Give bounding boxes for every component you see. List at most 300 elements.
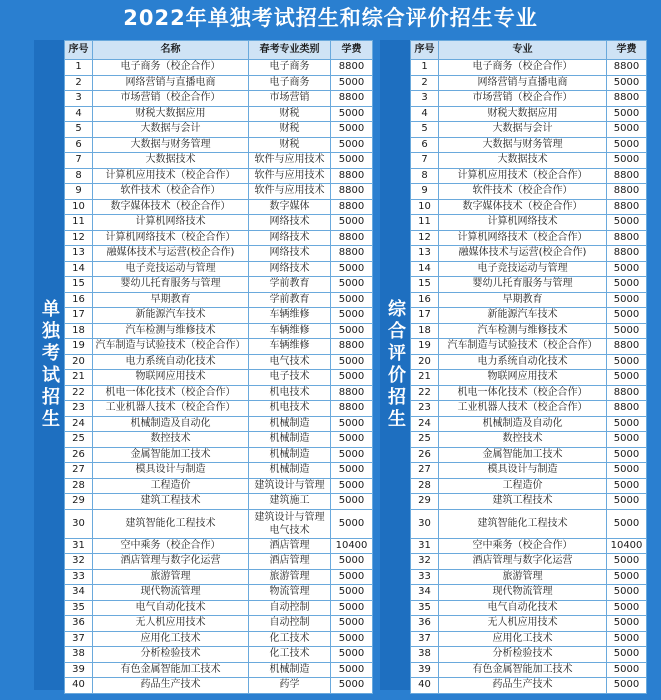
table-cell: 5000 — [331, 292, 373, 308]
table-cell: 9 — [411, 184, 439, 200]
table-row — [411, 60, 647, 76]
left-table — [64, 40, 373, 694]
table-cell: 8800 — [331, 339, 373, 355]
table-cell: 酒店管理与数字化运营 — [93, 554, 249, 570]
table-cell: 5000 — [607, 554, 647, 570]
table-row — [411, 199, 647, 215]
table-cell: 1 — [411, 60, 439, 76]
table-cell: 网络技术 — [249, 215, 331, 231]
table-cell: 18 — [65, 323, 93, 339]
table-cell: 2 — [411, 75, 439, 91]
table-cell: 8800 — [331, 385, 373, 401]
table-cell: 软件与应用技术 — [249, 184, 331, 200]
table-cell: 建筑施工 — [249, 494, 331, 510]
table-cell: 32 — [65, 554, 93, 570]
table-cell: 1 — [65, 60, 93, 76]
table-cell: 20 — [65, 354, 93, 370]
table-row — [411, 616, 647, 632]
table-cell: 机械制造 — [249, 662, 331, 678]
table-row — [65, 199, 373, 215]
table-cell: 5000 — [331, 569, 373, 585]
table-cell: 14 — [411, 261, 439, 277]
table-row — [65, 509, 373, 538]
table-row — [411, 75, 647, 91]
table-cell: 8 — [411, 168, 439, 184]
table-cell: 融媒体技术与运营(校企合作) — [439, 246, 607, 262]
table-cell: 22 — [411, 385, 439, 401]
left-table-header — [65, 41, 373, 60]
table-cell: 5000 — [607, 631, 647, 647]
left-header-cell: 名称 — [93, 41, 249, 60]
table-cell: 电子竞技运动与管理 — [439, 261, 607, 277]
table-cell: 婴幼儿托育服务与管理 — [439, 277, 607, 293]
table-cell: 8800 — [607, 401, 647, 417]
table-cell: 自动控制 — [249, 616, 331, 632]
table-cell: 5000 — [607, 261, 647, 277]
table-row — [65, 137, 373, 153]
table-cell: 机械制造及自动化 — [93, 416, 249, 432]
table-cell: 34 — [65, 585, 93, 601]
table-cell: 5000 — [331, 354, 373, 370]
table-row — [411, 308, 647, 324]
table-row — [411, 292, 647, 308]
table-cell: 计算机应用技术（校企合作） — [93, 168, 249, 184]
table-cell: 4 — [411, 106, 439, 122]
table-row — [65, 261, 373, 277]
table-row — [411, 184, 647, 200]
table-cell: 8800 — [607, 339, 647, 355]
table-row — [65, 569, 373, 585]
table-row — [411, 122, 647, 138]
table-cell: 5000 — [331, 463, 373, 479]
table-row — [411, 261, 647, 277]
table-cell: 27 — [411, 463, 439, 479]
table-cell: 化工技术 — [249, 631, 331, 647]
table-row — [411, 647, 647, 663]
table-cell: 25 — [65, 432, 93, 448]
table-cell: 市场营销 — [249, 91, 331, 107]
table-cell: 5000 — [607, 585, 647, 601]
table-cell: 5000 — [331, 153, 373, 169]
table-cell: 物联网应用技术 — [439, 370, 607, 386]
table-cell: 8800 — [331, 230, 373, 246]
table-row — [65, 106, 373, 122]
table-row — [411, 509, 647, 538]
table-cell: 5000 — [331, 647, 373, 663]
table-cell: 8800 — [331, 60, 373, 76]
table-cell: 早期教育 — [439, 292, 607, 308]
table-cell: 大数据与会计 — [439, 122, 607, 138]
table-cell: 5000 — [607, 509, 647, 538]
left-side-label — [34, 40, 64, 690]
table-cell: 机电一体化技术（校企合作） — [93, 385, 249, 401]
table-cell: 机电技术 — [249, 385, 331, 401]
table-row — [411, 463, 647, 479]
table-cell: 机械制造 — [249, 447, 331, 463]
right-side-label — [380, 40, 410, 690]
table-cell: 28 — [411, 478, 439, 494]
table-cell: 21 — [411, 370, 439, 386]
table-cell: 8800 — [331, 184, 373, 200]
table-row — [65, 246, 373, 262]
table-cell: 旅游管理 — [249, 569, 331, 585]
table-cell: 8800 — [331, 199, 373, 215]
table-row — [411, 385, 647, 401]
table-cell: 2 — [65, 75, 93, 91]
table-cell: 物联网应用技术 — [93, 370, 249, 386]
table-cell: 13 — [411, 246, 439, 262]
table-cell: 计算机应用技术（校企合作） — [439, 168, 607, 184]
table-cell: 药品生产技术 — [93, 678, 249, 694]
table-cell: 汽车检测与维修技术 — [93, 323, 249, 339]
left-header-cell: 学费 — [331, 41, 373, 60]
table-cell: 8800 — [331, 246, 373, 262]
table-cell: 36 — [65, 616, 93, 632]
table-cell: 财税大数据应用 — [439, 106, 607, 122]
table-row — [65, 538, 373, 554]
table-cell: 5000 — [607, 292, 647, 308]
table-cell: 37 — [65, 631, 93, 647]
table-cell: 空中乘务（校企合作） — [439, 538, 607, 554]
table-cell: 软件与应用技术 — [249, 153, 331, 169]
table-cell: 8800 — [607, 91, 647, 107]
table-cell: 12 — [411, 230, 439, 246]
table-cell: 17 — [65, 308, 93, 324]
table-row — [411, 600, 647, 616]
left-header-cell: 春考专业类别 — [249, 41, 331, 60]
table-cell: 计算机网络技术 — [93, 215, 249, 231]
table-cell: 5000 — [331, 323, 373, 339]
table-row — [411, 678, 647, 694]
table-cell: 软件与应用技术 — [249, 168, 331, 184]
table-cell: 35 — [411, 600, 439, 616]
table-cell: 模具设计与制造 — [93, 463, 249, 479]
table-cell: 5000 — [607, 478, 647, 494]
table-cell: 网络营销与直播电商 — [93, 75, 249, 91]
table-cell: 23 — [65, 401, 93, 417]
table-row — [65, 60, 373, 76]
table-row — [65, 616, 373, 632]
table-cell: 5000 — [607, 463, 647, 479]
right-side-label-text: 综合评价招生 — [385, 299, 406, 431]
table-cell: 31 — [65, 538, 93, 554]
table-cell: 5000 — [607, 122, 647, 138]
table-cell: 37 — [411, 631, 439, 647]
table-cell: 建筑工程技术 — [439, 494, 607, 510]
table-cell: 学前教育 — [249, 277, 331, 293]
right-table — [410, 40, 647, 694]
table-cell: 大数据与财务管理 — [93, 137, 249, 153]
table-cell: 7 — [65, 153, 93, 169]
table-cell: 电气自动化技术 — [439, 600, 607, 616]
table-cell: 应用化工技术 — [93, 631, 249, 647]
table-row — [411, 323, 647, 339]
table-cell: 机械制造 — [249, 463, 331, 479]
table-cell: 5000 — [331, 662, 373, 678]
table-cell: 8 — [65, 168, 93, 184]
table-cell: 5000 — [607, 137, 647, 153]
table-cell: 8800 — [331, 401, 373, 417]
table-cell: 电气自动化技术 — [93, 600, 249, 616]
table-cell: 5000 — [607, 647, 647, 663]
right-header-cell: 学费 — [607, 41, 647, 60]
table-cell: 酒店管理 — [249, 554, 331, 570]
table-row — [65, 600, 373, 616]
table-row — [411, 215, 647, 231]
table-cell: 5000 — [331, 277, 373, 293]
table-row — [65, 122, 373, 138]
table-row — [411, 538, 647, 554]
table-cell: 23 — [411, 401, 439, 417]
page-title: 2022年单独考试招生和综合评价招生专业 — [123, 6, 538, 30]
table-cell: 市场营销（校企合作） — [439, 91, 607, 107]
table-cell: 新能源汽车技术 — [439, 308, 607, 324]
table-cell: 模具设计与制造 — [439, 463, 607, 479]
table-cell: 5000 — [331, 370, 373, 386]
table-row — [411, 569, 647, 585]
table-row — [411, 153, 647, 169]
table-cell: 财税 — [249, 137, 331, 153]
table-cell: 7 — [411, 153, 439, 169]
table-row — [65, 323, 373, 339]
table-cell: 4 — [65, 106, 93, 122]
table-row — [65, 370, 373, 386]
table-cell: 网络技术 — [249, 261, 331, 277]
table-cell: 8800 — [607, 60, 647, 76]
table-cell: 大数据技术 — [439, 153, 607, 169]
table-row — [65, 416, 373, 432]
table-cell: 39 — [411, 662, 439, 678]
table-cell: 5000 — [607, 323, 647, 339]
table-cell: 31 — [411, 538, 439, 554]
table-row — [65, 184, 373, 200]
table-row — [411, 662, 647, 678]
table-cell: 29 — [411, 494, 439, 510]
table-cell: 3 — [411, 91, 439, 107]
table-cell: 车辆维修 — [249, 323, 331, 339]
table-cell: 5000 — [607, 153, 647, 169]
table-cell: 大数据与财务管理 — [439, 137, 607, 153]
table-cell: 5000 — [331, 106, 373, 122]
table-cell: 32 — [411, 554, 439, 570]
table-cell: 财税大数据应用 — [93, 106, 249, 122]
table-cell: 14 — [65, 261, 93, 277]
table-row — [65, 354, 373, 370]
table-cell: 财税 — [249, 122, 331, 138]
left-header-cell: 序号 — [65, 41, 93, 60]
table-cell: 金属智能加工技术 — [439, 447, 607, 463]
table-cell: 5000 — [331, 308, 373, 324]
table-cell: 药品生产技术 — [439, 678, 607, 694]
table-cell: 8800 — [607, 385, 647, 401]
table-cell: 现代物流管理 — [439, 585, 607, 601]
table-cell: 5000 — [331, 678, 373, 694]
table-cell: 建筑智能化工程技术 — [93, 509, 249, 538]
table-cell: 电力系统自动化技术 — [439, 354, 607, 370]
table-cell: 10400 — [331, 538, 373, 554]
table-row — [411, 416, 647, 432]
table-row — [65, 647, 373, 663]
table-cell: 电子商务 — [249, 60, 331, 76]
table-cell: 11 — [411, 215, 439, 231]
table-cell: 车辆维修 — [249, 339, 331, 355]
table-cell: 5000 — [607, 569, 647, 585]
table-cell: 工业机器人技术（校企合作） — [93, 401, 249, 417]
table-cell: 15 — [411, 277, 439, 293]
table-cell: 5000 — [607, 308, 647, 324]
table-cell: 无人机应用技术 — [93, 616, 249, 632]
table-cell: 40 — [65, 678, 93, 694]
table-cell: 26 — [411, 447, 439, 463]
table-cell: 11 — [65, 215, 93, 231]
table-cell: 5 — [411, 122, 439, 138]
table-cell: 分析检验技术 — [439, 647, 607, 663]
table-cell: 5000 — [607, 215, 647, 231]
table-row — [411, 230, 647, 246]
table-cell: 软件技术（校企合作） — [93, 184, 249, 200]
table-row — [411, 401, 647, 417]
table-cell: 34 — [411, 585, 439, 601]
table-cell: 5000 — [607, 447, 647, 463]
table-cell: 应用化工技术 — [439, 631, 607, 647]
table-cell: 汽车检测与维修技术 — [439, 323, 607, 339]
table-cell: 5000 — [331, 585, 373, 601]
table-cell: 软件技术（校企合作） — [439, 184, 607, 200]
table-cell: 现代物流管理 — [93, 585, 249, 601]
table-cell: 汽车制造与试验技术（校企合作） — [439, 339, 607, 355]
table-cell: 无人机应用技术 — [439, 616, 607, 632]
table-cell: 电子商务 — [249, 75, 331, 91]
table-cell: 36 — [411, 616, 439, 632]
table-cell: 16 — [411, 292, 439, 308]
table-cell: 5000 — [331, 416, 373, 432]
table-cell: 建筑设计与管理 电气技术 — [249, 509, 331, 538]
table-cell: 酒店管理与数字化运营 — [439, 554, 607, 570]
table-cell: 5000 — [607, 678, 647, 694]
table-row — [65, 447, 373, 463]
table-cell: 新能源汽车技术 — [93, 308, 249, 324]
table-row — [65, 308, 373, 324]
table-cell: 38 — [65, 647, 93, 663]
table-cell: 16 — [65, 292, 93, 308]
table-cell: 19 — [65, 339, 93, 355]
table-cell: 5000 — [607, 416, 647, 432]
table-cell: 40 — [411, 678, 439, 694]
table-row — [65, 678, 373, 694]
table-cell: 19 — [411, 339, 439, 355]
table-row — [65, 662, 373, 678]
table-cell: 建筑设计与管理 — [249, 478, 331, 494]
table-cell: 旅游管理 — [439, 569, 607, 585]
table-cell: 旅游管理 — [93, 569, 249, 585]
table-cell: 网络技术 — [249, 246, 331, 262]
table-cell: 5000 — [331, 631, 373, 647]
right-header-cell: 专业 — [439, 41, 607, 60]
table-row — [65, 478, 373, 494]
table-cell: 9 — [65, 184, 93, 200]
table-row — [411, 246, 647, 262]
table-cell: 建筑智能化工程技术 — [439, 509, 607, 538]
table-cell: 车辆维修 — [249, 308, 331, 324]
table-cell: 12 — [65, 230, 93, 246]
table-row — [65, 277, 373, 293]
table-row — [65, 292, 373, 308]
table-cell: 数控技术 — [439, 432, 607, 448]
table-row — [411, 478, 647, 494]
table-cell: 38 — [411, 647, 439, 663]
table-cell: 5000 — [331, 494, 373, 510]
table-row — [65, 91, 373, 107]
table-cell: 数字媒体技术（校企合作） — [439, 199, 607, 215]
table-cell: 24 — [411, 416, 439, 432]
table-cell: 5000 — [607, 432, 647, 448]
table-cell: 5000 — [331, 137, 373, 153]
table-cell: 5000 — [331, 75, 373, 91]
table-cell: 机械制造 — [249, 416, 331, 432]
table-cell: 5000 — [607, 494, 647, 510]
table-cell: 5 — [65, 122, 93, 138]
table-cell: 27 — [65, 463, 93, 479]
table-cell: 计算机网络技术（校企合作） — [93, 230, 249, 246]
table-cell: 婴幼儿托育服务与管理 — [93, 277, 249, 293]
table-cell: 空中乘务（校企合作） — [93, 538, 249, 554]
table-cell: 3 — [65, 91, 93, 107]
table-row — [65, 230, 373, 246]
table-cell: 5000 — [331, 600, 373, 616]
table-row — [65, 339, 373, 355]
table-cell: 计算机网络技术（校企合作） — [439, 230, 607, 246]
table-cell: 5000 — [331, 447, 373, 463]
table-row — [411, 277, 647, 293]
table-cell: 机械制造 — [249, 432, 331, 448]
table-cell: 5000 — [607, 106, 647, 122]
table-row — [65, 401, 373, 417]
table-cell: 8800 — [607, 168, 647, 184]
table-cell: 电子竞技运动与管理 — [93, 261, 249, 277]
table-cell: 8800 — [607, 246, 647, 262]
table-cell: 5000 — [607, 354, 647, 370]
table-cell: 5000 — [331, 616, 373, 632]
table-cell: 30 — [65, 509, 93, 538]
table-cell: 18 — [411, 323, 439, 339]
right-table-header — [411, 41, 647, 60]
table-cell: 5000 — [607, 370, 647, 386]
table-cell: 28 — [65, 478, 93, 494]
right-header-cell: 序号 — [411, 41, 439, 60]
table-cell: 大数据技术 — [93, 153, 249, 169]
table-row — [411, 339, 647, 355]
table-cell: 33 — [411, 569, 439, 585]
table-cell: 电子商务（校企合作） — [439, 60, 607, 76]
table-cell: 5000 — [607, 277, 647, 293]
table-cell: 5000 — [607, 662, 647, 678]
table-cell: 26 — [65, 447, 93, 463]
table-cell: 39 — [65, 662, 93, 678]
table-cell: 化工技术 — [249, 647, 331, 663]
table-row — [65, 153, 373, 169]
table-row — [65, 432, 373, 448]
table-cell: 计算机网络技术 — [439, 215, 607, 231]
table-cell: 10400 — [607, 538, 647, 554]
table-cell: 8800 — [607, 230, 647, 246]
table-cell: 电气技术 — [249, 354, 331, 370]
table-cell: 有色金属智能加工技术 — [93, 662, 249, 678]
table-cell: 财税 — [249, 106, 331, 122]
table-cell: 电子商务（校企合作） — [93, 60, 249, 76]
table-cell: 电子技术 — [249, 370, 331, 386]
table-cell: 有色金属智能加工技术 — [439, 662, 607, 678]
table-row — [411, 370, 647, 386]
